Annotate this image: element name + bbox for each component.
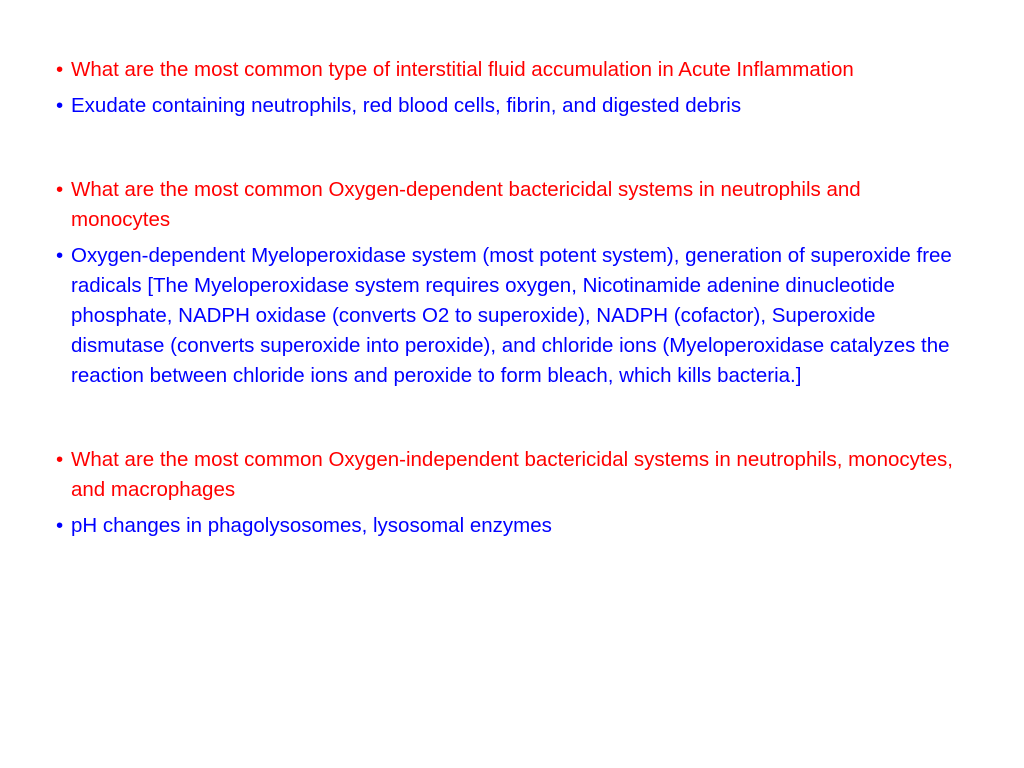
- bullet-dot: •: [56, 514, 64, 537]
- answer-text-2: Oxygen-dependent Myeloperoxidase system (most potent system), generation of superoxide free radicals [The Myeloperoxidase system requires oxygen, Nicotinamide adenine dinucleotide phosphate, NADPH oxidase (converts O2 to superoxide), NADPH (cofactor), Superoxide dismutase (converts superoxide into peroxide), and chloride ions (Myeloperoxidase catalyzes the reaction between chloride ions and peroxide to form bleach, which kills bacteria.]: [71, 244, 952, 387]
- question-text-2: What are the most common Oxygen-dependent bactericidal systems in neutrophils and monocytes: [71, 178, 861, 231]
- question-text-3: What are the most common Oxygen-independent bactericidal systems in neutrophils, monocytes, and macrophages: [71, 448, 953, 501]
- bullet-dot: •: [56, 244, 64, 267]
- question-item-2: [56, 175, 956, 235]
- question-item-1: [56, 55, 956, 85]
- bullet-list: [56, 55, 956, 547]
- answer-item-3: [56, 511, 956, 541]
- answer-text-3: pH changes in phagolysosomes, lysosomal enzymes: [71, 514, 552, 537]
- answer-text-1: Exudate containing neutrophils, red blood cells, fibrin, and digested debris: [71, 94, 742, 117]
- bullet-dot: •: [56, 94, 64, 117]
- bullet-dot: •: [56, 178, 64, 201]
- question-item-3: [56, 445, 956, 505]
- answer-item-2: [56, 241, 956, 391]
- answer-item-1: [56, 91, 956, 121]
- question-text-1: What are the most common type of interstitial fluid accumulation in Acute Inflammation: [71, 58, 854, 81]
- bullet-dot: •: [56, 58, 64, 81]
- bullet-dot: •: [56, 448, 64, 471]
